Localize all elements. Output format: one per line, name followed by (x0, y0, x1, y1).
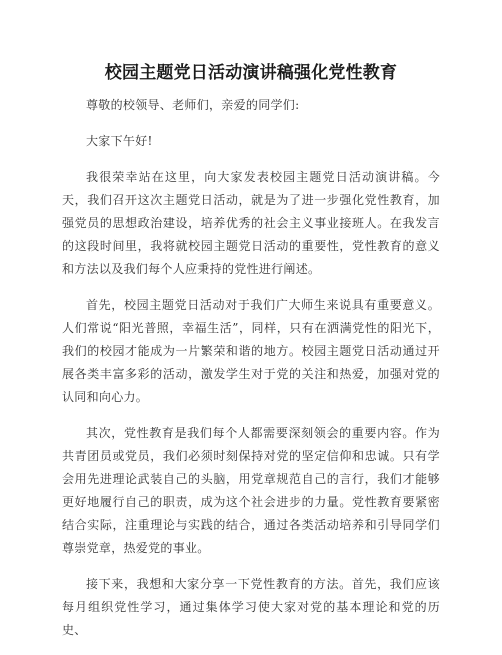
salutation-paragraph: 尊敬的校领导、老师们，亲爱的同学们: (86, 98, 300, 112)
first-point-paragraph: 首先，校园主题党日活动对于我们广大师生来说具有重要意义。人们常说“阳光普照，幸福生活”，同样，只有在洒满党性的阳光下，我们的校园才能成为一片繁荣和谐的地方。校园主题党日活动通过开展各类丰富多彩的活动，激发学生对于党的关注和热爱，加强对党的认同和向心力。 (62, 298, 440, 404)
methods-paragraph: 接下来，我想和大家分享一下党性教育的方法。首先，我们应该每月组织党性学习，通过集体学习使大家对党的基本理论和党的历史、 (62, 577, 440, 637)
second-point-paragraph: 其次，党性教育是我们每个人都需要深刻领会的重要内容。作为共青团员或党员，我们必须时刻保持对党的坚定信仰和忠诚。只有学会用先进理论武装自己的头脑，用党章规范自己的言行，我们才能够更好地履行自己的职责，成为这个社会进步的力量。党性教育要紧密结合实际，注重理论与实践的结合，通过各类活动培养和引导同学们尊崇党章，热爱党的事业。 (62, 426, 440, 555)
document-body (62, 94, 440, 655)
greeting-paragraph: 大家下午好! (86, 134, 153, 148)
document-title: 校园主题党日活动演讲稿强化党性教育 (104, 63, 398, 83)
intro-paragraph: 我很荣幸站在这里，向大家发表校园主题党日活动演讲稿。今天，我们召开这次主题党日活动，就是为了进一步强化党性教育，加强党员的思想政治建设，培养优秀的社会主义事业接班人。在我发言的这段时间里，我将就校园主题党日活动的重要性，党性教育的意义和方法以及我们每个人应秉持的党性进行阐述。 (62, 170, 440, 276)
